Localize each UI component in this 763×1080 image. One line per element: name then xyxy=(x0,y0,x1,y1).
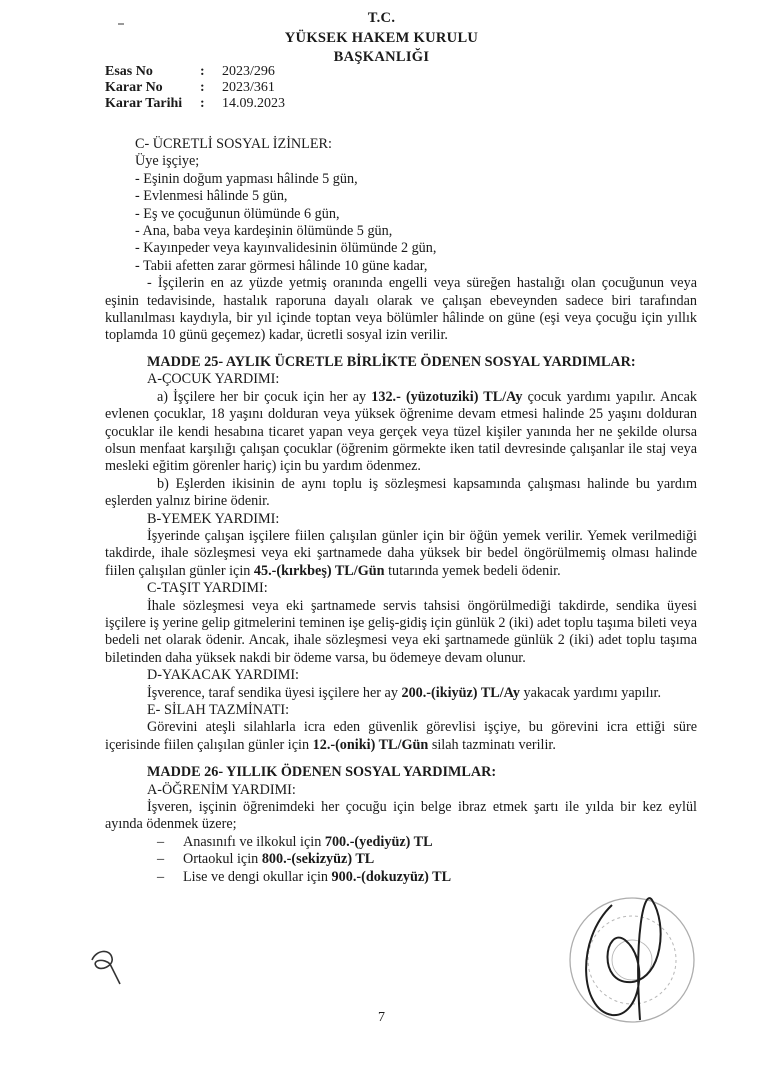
madde26-a-title: A-ÖĞRENİM YARDIMI: xyxy=(147,781,296,798)
c-item-1: - Eşinin doğum yapması hâlinde 5 gün, xyxy=(135,170,358,187)
list-item: – Lise ve dengi okullar için 900.-(dokuzyüz) TL xyxy=(157,869,697,886)
tarih-label: Karar Tarihi xyxy=(105,96,183,111)
madde25-a-paragraph2: b) Eşlerden ikisinin de aynı toplu iş sözleşmesi kapsamında çalışması halinde bu yardım eşlerden yalnız birine ödenir. xyxy=(105,475,697,510)
c-section-title: C- ÜCRETLİ SOSYAL İZİNLER: xyxy=(135,136,332,152)
page-number: 7 xyxy=(378,1010,385,1025)
list-item: – Anasınıfı ve ilkokul için 700.-(yediyüz) TL xyxy=(157,834,697,851)
madde25-a-paragraph1: a) İşçilere her bir çocuk için her ay 132.- (yüzotuziki) TL/Ay çocuk yardımı yapılır. Ancak evlenen çocuklar, 18 yaşını dolduran veya yüksek öğrenime devam etmesi halinde 25 yaşını dolduran çocuklar ile kendi hesabına ticaret yapan veya gerçek veya tüzel kişiler yanında her ne şekilde olursa olsun menfaat karşılığı çalışan çocuklar (öğrenim görmekte iken tatil devresinde çalışanlar ile staj veya mesleki eğitim görenler hariç) için bu yardım ödenmez. xyxy=(105,388,697,475)
tarih-colon: : xyxy=(200,96,205,111)
c-item-4: - Ana, baba veya kardeşinin ölümünde 5 gün, xyxy=(135,223,393,240)
karar-label: Karar No xyxy=(105,80,163,95)
karar-value: 2023/361 xyxy=(222,80,275,95)
c-item-3: - Eş ve çocuğunun ölümünde 6 gün, xyxy=(135,205,340,222)
c-item-5: - Kayınpeder veya kayınvalidesinin ölümünde 2 gün, xyxy=(135,240,437,257)
c-item-7: - İşçilerin en az yüzde yetmiş oranında engelli veya süreğen hastalığı olan çocuğunun veya eşinin tedavisinde, hastalık raporuna dayalı olarak ve çalışan ebeveynden sadece biri tarafından kullanılması kaydıyla, bir yıl içinde toptan veya bölümler hâlinde on güne (eşi veya çocuğu için yıllık toplamda 10 günü geçemez) kadar, ücretli sosyal izin verilir. xyxy=(105,275,697,344)
c-section-intro: Üye işçiye; xyxy=(135,153,200,170)
tarih-value: 14.09.2023 xyxy=(222,96,285,111)
madde25-c-paragraph: İhale sözleşmesi veya eki şartnamede servis tahsisi öngörülmediği takdirde, sendika üyesi işçilere iş yerine gelip gitmelerini teminen işe geliş-gidiş için günlük 2 (iki) adet toplu taşıma bileti veya bedeli net olarak ödenir. Ancak, ihale sözleşmesi veya eki şartnamede günlük 2 (iki) adet toplu taşıma biletinden daha yüksek nakdi bir ödeme varsa, bu ödemeye devam olunur. xyxy=(105,597,697,666)
initials-mark xyxy=(92,951,120,984)
madde26-a-paragraph: İşveren, işçinin öğrenimdeki her çocuğu için belge ibraz etmek şartı ile yılda bir kez eylül ayında ödenmek üzere; xyxy=(105,799,697,833)
header-tc: T.C. xyxy=(367,10,396,26)
header-presidency: BAŞKANLIĞI xyxy=(333,49,430,65)
header-institution: YÜKSEK HAKEM KURULU xyxy=(284,30,479,46)
madde25-c-title: C-TAŞIT YARDIMI: xyxy=(147,580,268,597)
madde25-title: MADDE 25- AYLIK ÜCRETLE BİRLİKTE ÖDENEN SOSYAL YARDIMLAR: xyxy=(147,353,636,370)
madde25-b-paragraph: İşyerinde çalışan işçilere fiilen çalışılan günler için bir öğün yemek verilir. Yemek verilmediği takdirde, ihale sözleşmesi veya eki şartnamede daha yüksek bir bedel öngörülmemiş olması halinde fiilen çalışılan günler için 45.-(kırkbeş) TL/Gün tutarında yemek bedeli ödenir. xyxy=(105,527,697,579)
madde25-d-title: D-YAKACAK YARDIMI: xyxy=(147,667,299,684)
madde26-title: MADDE 26- YILLIK ÖDENEN SOSYAL YARDIMLAR: xyxy=(147,764,497,781)
c-item-6: - Tabii afetten zarar görmesi hâlinde 10 güne kadar, xyxy=(135,257,428,274)
madde25-e-title: E- SİLAH TAZMİNATI: xyxy=(147,702,290,718)
madde25-d-paragraph: İşverence, taraf sendika üyesi işçilere her ay 200.-(ikiyüz) TL/Ay yakacak yardımı yapılır. xyxy=(147,684,662,701)
esas-colon: : xyxy=(200,64,205,79)
esas-value: 2023/296 xyxy=(222,64,275,79)
madde25-a-title: A-ÇOCUK YARDIMI: xyxy=(147,371,280,388)
karar-colon: : xyxy=(200,80,205,95)
madde25-b-title: B-YEMEK YARDIMI: xyxy=(147,510,280,527)
c-item-2: - Evlenmesi hâlinde 5 gün, xyxy=(135,188,288,205)
madde25-e-paragraph: Görevini ateşli silahlarla icra eden güvenlik görevlisi işçiye, bu görevini icra ettiği süre içerisinde fiilen çalışılan günler için 12.-(oniki) TL/Gün silah tazminatı verilir. xyxy=(105,719,697,753)
esas-label: Esas No xyxy=(105,64,153,79)
list-item: – Ortaokul için 800.-(sekizyüz) TL xyxy=(157,851,697,868)
